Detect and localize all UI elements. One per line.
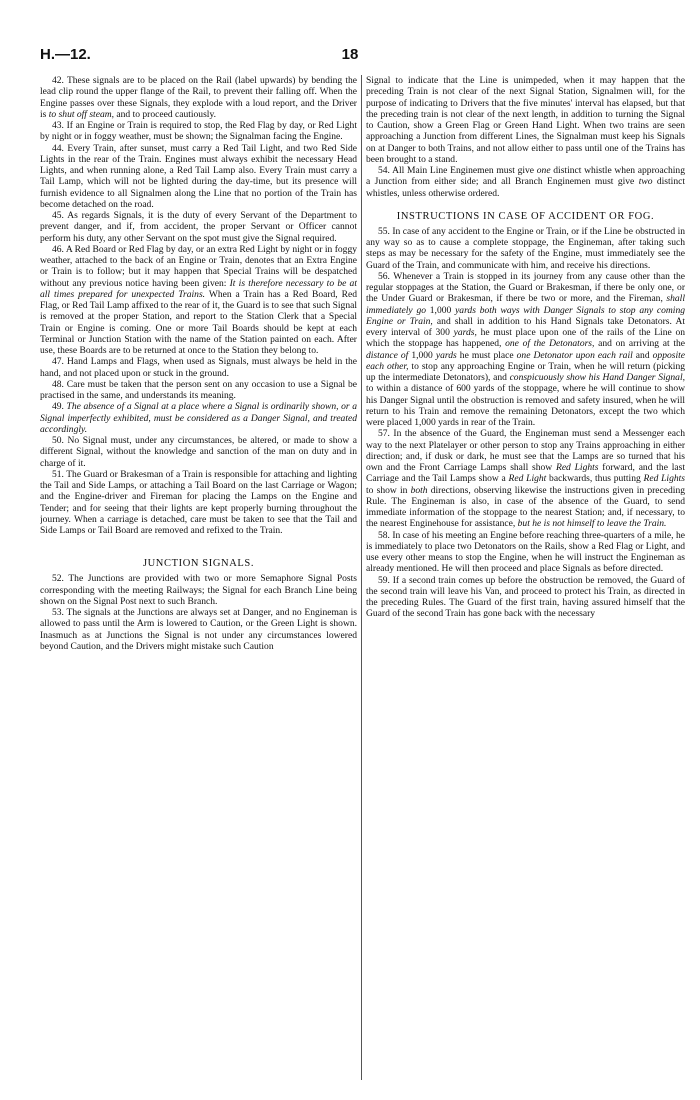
text-run: 59. If a second train comes up before the obstruction be removed, the Guard of the second train will leave his Van, and proceed to protect his Train, as directed in the preceding Rules. The Guard of the first train, having assured himself that the Guard of the second Train has gone back with the necessary (366, 574, 685, 620)
italic-text: two (638, 176, 653, 188)
text-run: to within a distance of 600 yards of the stoppage, where he will continue to show his Danger Signal until the obstruction is removed and safety insured, when he will return to his Train and remove the remaining Detonators, except the two which were placed 1,000 yards in rear of the Train. (366, 383, 685, 428)
paragraph (40, 244, 357, 357)
section-heading (40, 558, 357, 570)
text-run: INSTRUCTIONS IN CASE OF ACCIDENT OR FOG. (396, 210, 655, 222)
paragraph (366, 75, 685, 165)
text-run: 49. (52, 401, 67, 413)
italic-text: It is therefore necessary to be at all times prepared for unexpected Trains. (40, 277, 357, 300)
paragraph (40, 75, 357, 120)
paragraph (40, 379, 357, 402)
text-run: and shall in addition to his Hand Signals take Detonators. At every interval of 300 (366, 315, 685, 338)
italic-text: one of the Detonators, (505, 338, 595, 350)
page-number: 18 (341, 46, 359, 63)
text-run: 58. In case of his meeting an Engine before reaching three-quarters of a mile, he is immediately to place two Detonators on the Rails, show a Red Flag or Light, and use every other means to stop the Engine, when he will instruct the Engineman as already mentioned. He will then proceed and place Signals as before directed. (366, 529, 685, 575)
italic-text: yards, (453, 327, 477, 338)
text-run: and (632, 349, 653, 361)
left-column (40, 75, 357, 1085)
paragraph (366, 575, 685, 620)
italic-text: yards both ways with Danger Signals to stop any coming Engine or Train, (366, 304, 685, 327)
italic-text: one (536, 165, 551, 176)
italic-text: yards (435, 349, 457, 361)
document-reference: H.—12. (40, 46, 91, 63)
text-run: to stop any approaching Engine or Train, when he will return (picking up the intermediate Detonators), and (366, 360, 685, 383)
paragraph (366, 530, 685, 575)
text-run: distinct whistles, unless otherwise ordered. (366, 176, 685, 199)
paragraph (40, 469, 357, 537)
text-run: and on arriving at the (594, 338, 685, 350)
paragraph (40, 607, 357, 652)
italic-text: Red Lights (643, 473, 685, 485)
italic-text: Red Lights (555, 462, 599, 473)
paragraph (366, 428, 685, 529)
paragraph (40, 401, 357, 435)
italic-text: distance of (366, 349, 409, 361)
italic-text: but he is not himself to leave the Train. (517, 518, 667, 530)
italic-text: one Detonator upon each rail (516, 349, 633, 361)
text-run: 48. Care must be taken that the person sent on any occasion to use a Signal be practised in the same, and understands its meaning. (40, 378, 357, 401)
text-run: he must place upon one of the rails of the Line on which the stoppage has happened, (366, 327, 685, 350)
text-run: 55. In case of any accident to the Engine or Train, or if the Line be obstructed in any way so as to cause a complete stoppage, the Engineman, after taking such steps as may be necessary for the safety of the Engine, must immediately see the Guard of the Train, and communicate with him, and receive his directions. (366, 225, 685, 271)
italic-text: shall immediately go (366, 293, 685, 316)
text-run: and to proceed cautiously. (114, 108, 216, 120)
text-run: forward, and the last Carriage and the Tail Lamps show a (366, 462, 685, 485)
text-run: 42. These signals are to be placed on the Rail (label upwards) by bending the lead clip round the upper flange of the Rail, to prevent their falling off. When the Engine passes over these Signals, they explode with a loud report, and the Driver is (40, 75, 357, 120)
paragraph (40, 356, 357, 379)
italic-text: Red Light (508, 473, 547, 485)
text-run: JUNCTION SIGNALS. (142, 558, 255, 570)
text-run: 44. Every Train, after sunset, must carry a Red Tail Light, and two Red Side Lights in the rear of the Train. Engines must always exhibit the necessary Head Lights, and when running alone, a Red Tail Lamp also. Every Train must carry a Tail Lamp, which will not be lighted during the day-time, but its presence will furnish evidence to all Signalmen along the Line that no portion of the Train has become detached on the road. (40, 142, 357, 210)
paragraph (366, 165, 685, 199)
text-run: 45. As regards Signals, it is the duty of every Servant of the Department to prevent danger, and if, from accident, the proper Servant or Officer cannot perform his duty, any other Servant on the spot must give the Signal required. (40, 210, 357, 244)
text-run: 46. A Red Board or Red Flag by day, or an extra Red Light by night or in foggy weather, attached to the back of an Engine or Train, denotes that an Extra Engine or Train is to follow; but it may happen that Special Trains will be despatched without any previous notice having been given: (40, 243, 357, 289)
text-run: directions, observing likewise the instructions given in preceding Rule. The Engineman is also, in case of the absence of the Guard, to send immediate information of the stoppage to the nearest Station; and, if necessary, to the nearest Enginehouse for assistance, (366, 484, 685, 530)
column-divider (361, 75, 362, 1080)
text-run: he must place (456, 349, 517, 361)
text-run: Signal to indicate that the Line is unimpeded, when it may happen that the preceding Train is not clear of the next Signal Station, Signalmen will, for the purpose of indicating to Drivers that the five minutes' interval has elapsed, but that the preceding train is not clear of the next length, in addition to turning the Signal to Caution, show a Green Flag or Green Hand Light. When two trains are seen approaching a Junction from different Lines, the Signalman must keep his Signals on at Danger to both Trains, and not allow either to pass until one of the Trains has been brought to a stand. (366, 75, 685, 165)
text-run: When a Train has a Red Board, Red Flag, or Red Tail Lamp affixed to the rear of it, the Guard is to see that such Signal is removed at the proper Station, and report to the Station Clerk that a Special Train or Engine is coming. One or more Tail Boards should be kept at each Terminal or Junction Station with the name of the Station painted on each. After use, these Boards are to be returned at once to the Station they belong to. (40, 288, 357, 356)
italic-text: The absence of a Signal at a place where a Signal is ordinarily shown, or a Signal imperfectly exhibited, must be considered as a Danger Signal, and treated accordingly. (40, 401, 357, 435)
text-run: 54. All Main Line Enginemen must give (378, 165, 537, 176)
italic-text: conspicuously show his Hand Danger Signal, (509, 372, 685, 383)
paragraph (40, 143, 357, 211)
text-run: to show in (366, 484, 411, 496)
section-heading (366, 211, 685, 223)
text-run: 57. In the absence of the Guard, the Engineman must send a Messenger each way to the next Platelayer or other person to stop any Trains approaching in either direction; and, if dusk or dark, he must see that the Lamps are so turned that his own and the Front Carriage Lamps shall show (366, 428, 685, 473)
right-column (366, 75, 685, 1085)
text-run: 43. If an Engine or Train is required to stop, the Red Flag by day, or Red Light by night or in foggy weather, must be shown; the Signalman facing the Engine. (40, 120, 357, 143)
text-run: 56. Whenever a Train is stopped in its journey from any cause other than the regular stoppages at the Station, the Guard or Brakesman, if there be only one, or the Under Guard or Brakesman, if there be two or more, and the Fireman, (366, 270, 685, 305)
text-run: 51. The Guard or Brakesman of a Train is responsible for attaching and lighting the Tail and Side Lamps, or attaching a Tail Board on the last Carriage or Wagon; and the Engine-driver and Fireman for placing the Lamps on the Engine and Tender; and for seeing that their lights are kept properly burning throughout the journey. When a carriage is detached, care must be taken to see that the Tail and Side Lamps or Tail Board are removed and refixed to the Train. (40, 468, 357, 536)
paragraph (366, 226, 685, 271)
text-run: 47. Hand Lamps and Flags, when used as Signals, must always be held in the hand, and not placed upon or stuck in the ground. (40, 356, 357, 379)
italic-text: both (410, 484, 428, 496)
text-run: 53. The signals at the Junctions are always set at Danger, and no Engineman is allowed to pass until the Arm is lowered to Caution, or the Green Light is shown. Inasmuch as at Junctions the Signal is not under any circumstances lowered beyond Caution, and the Drivers might mistake such Caution (40, 607, 357, 652)
text-run: distinct whistle when approaching a Junction from either side; and all Branch Enginemen must give (366, 165, 685, 188)
paragraph (40, 210, 357, 244)
text-run: 1,000 (426, 304, 456, 316)
paragraph (40, 435, 357, 469)
paragraph (40, 120, 357, 143)
text-run: backwards, thus putting (546, 473, 644, 485)
paragraph (366, 271, 685, 429)
text-run: 50. No Signal must, under any circumstances, be altered, or made to show a different Signal, without the knowledge and sanction of the man on duty and in charge of it. (40, 435, 357, 469)
italic-text: to shut off steam, (48, 108, 115, 120)
paragraph (40, 573, 357, 607)
text-run: 52. The Junctions are provided with two or more Semaphore Signal Posts corresponding with the meeting Railways; the Signal for each Branch Line being shown on the Signal Post next to such Branch. (40, 573, 357, 607)
italic-text: opposite each other, (366, 349, 685, 372)
text-run: 1,000 (408, 349, 436, 361)
